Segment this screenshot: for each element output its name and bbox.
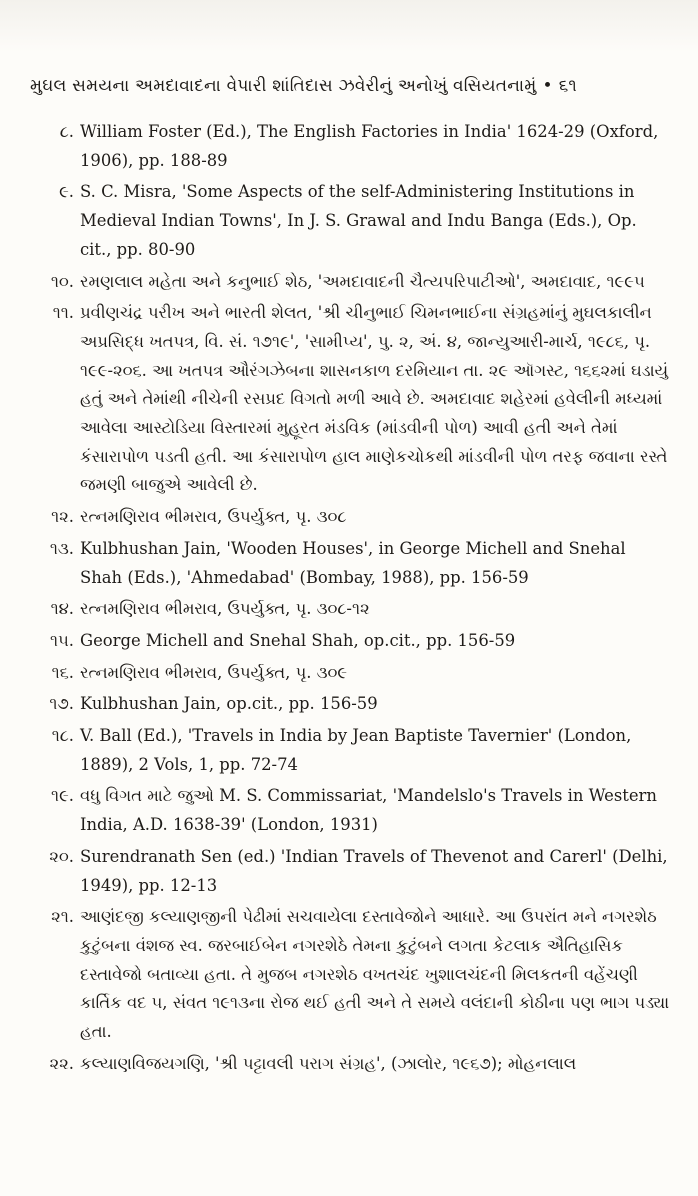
endnote-text: S. C. Misra, 'Some Aspects of the self-Administering Institutions in Medieval Indian Towns', In J. S. Grawal and Indu Banga (Eds.), Op. cit., pp. 80-90 (80, 182, 637, 259)
endnote-number: ૧૪. (50, 599, 74, 619)
running-header (30, 74, 670, 98)
endnote-16 (26, 659, 670, 688)
endnote-20 (26, 843, 670, 900)
endnote-13 (26, 535, 670, 592)
endnote-8 (26, 118, 670, 175)
endnote-17 (26, 690, 670, 719)
endnote-text: રમણલાલ મહેતા અને કનુભાઈ શેઠ, 'અમદાવાદની ચૈત્યપરિપાટીઓ', અમદાવાદ, ૧૯૯૫ (80, 271, 645, 291)
endnote-number: ૧૯. (51, 786, 74, 806)
endnote-text: George Michell and Snehal Shah, op.cit., pp. 156-59 (80, 630, 516, 650)
endnote-text: વધુ વિગત માટે જુઓ M. S. Commissariat, 'Mandelslo's Travels in Western India, A.D. 1638-39' (London, 1931) (80, 786, 657, 835)
endnote-text: રત્નમણિરાવ ભીમરાવ, ઉપર્યુક્ત, પૃ. ૩૦૮ (80, 507, 347, 527)
endnote-number: ૮. (59, 122, 74, 141)
endnote-number: ૧૩. (49, 538, 74, 558)
endnote-text: Surendranath Sen (ed.) 'Indian Travels of Thevenot and Carerl' (Delhi, 1949), pp. 12-13 (80, 846, 668, 895)
endnote-number: ૯. (59, 182, 74, 202)
endnote-text: Kulbhushan Jain, op.cit., pp. 156-59 (80, 694, 378, 714)
endnote-text: રત્નમણિરાવ ભીમરાવ, ઉપર્યુક્ત, પૃ. ૩૦૯ (80, 662, 348, 682)
endnote-12 (26, 503, 670, 532)
endnote-text: કલ્યાણવિજયગણિ, 'શ્રી પટ્ટાવલી પરાગ સંગ્રહ', (ઝાલોર, ૧૯૬૭); મોહનલાલ (80, 1053, 577, 1073)
endnote-text: પ્રવીણચંદ્ર પરીખ અને ભારતી શેલત, 'શ્રી ચીનુભાઈ ચિમનભાઈના સંગ્રહમાંનું મુઘલકાલીન અપ્રસિદ્ધ ખતપત્ર, વિ. સં. ૧૭૧૯', 'સામીપ્ય', પુ. ૨, અં. ૪, જાન્યુઆરી-માર્ચ, ૧૯૮૬, પૃ. ૧૯૯-૨૦૬. આ ખતપત્ર ઔરંગઝેબના શાસનકાળ દરમિયાન તા. ૨૯ ઑગસ્ટ, ૧૬૬૨માં ઘડાયું હતું અને તેમાંથી નીચેની રસપ્રદ વિગતો મળી આવે છે. અમદાવાદ શહેરમાં હવેલીની મધ્યમાં આવેલા આસ્ટોડિયા વિસ્તારમાં મુહૂરત મંડવિક (માંડવીની પોળ) આવી હતી અને તેમાં કંસારાપોળ પડતી હતી. આ કંસારાપોળ હાલ માણેકચોકથી માંડવીની પોળ તરફ જવાના રસ્તે જમણી બાજુએ આવેલી છે. (80, 303, 669, 495)
page-top-edge (0, 0, 698, 52)
endnote-number: ૨૨. (49, 1053, 74, 1073)
endnote-number: ૧૭. (49, 694, 74, 714)
endnote-number: ૨૧. (51, 907, 74, 927)
endnote-text: આણંદજી કલ્યાણજીની પેઢીમાં સચવાયેલા દસ્તાવેજોને આધારે. આ ઉપરાંત મને નગરશેઠ કુટુંબના વંશજ સ્વ. જરબાઈબેન નગરશેઠે તેમના કુટુંબને લગતા કેટલાક ઐતિહાસિક દસ્તાવેજો બતાવ્યા હતા. તે મુજબ નગરશેઠ વખતચંદ ખુશાલચંદની મિલકતની વહેંચણી કાર્તિક વદ ૫, સંવત ૧૯૧૩ના રોજ થઈ હતી અને તે સમયે વલંદાની કોઠીના પણ ભાગ પડ્યા હતા. (80, 907, 670, 1042)
endnote-number: ૨૦. (49, 846, 74, 866)
header-title: મુઘલ સમયના અમદાવાદના વેપારી શાંતિદાસ ઝવેરીનું અનોખું વસિયતનામું (30, 76, 537, 96)
endnote-22 (26, 1050, 670, 1079)
endnote-number: ૧૨. (51, 507, 74, 527)
endnote-number: ૧૦. (50, 271, 74, 291)
endnote-9 (26, 178, 670, 264)
endnote-11 (26, 299, 670, 500)
endnote-number: ૧૫. (49, 630, 74, 650)
endnote-19 (26, 782, 670, 839)
endnotes-list (26, 118, 670, 1082)
endnote-21 (26, 903, 670, 1047)
endnote-text: Kulbhushan Jain, 'Wooden Houses', in George Michell and Snehal Shah (Eds.), 'Ahmedabad' (Bombay, 1988), pp. 156-59 (80, 538, 626, 587)
endnote-18 (26, 722, 670, 779)
page-number: ૬૧ (558, 76, 577, 96)
endnote-text: રત્નમણિરાવ ભીમરાવ, ઉપર્યુક્ત, પૃ. ૩૦૮-૧૨ (80, 599, 370, 619)
endnote-number: ૧૮. (51, 726, 74, 746)
endnote-14 (26, 595, 670, 624)
endnote-number: ૧૬. (51, 662, 74, 682)
endnote-text: William Foster (Ed.), The English Factories in India' 1624-29 (Oxford, 1906), pp. 188-89 (80, 122, 659, 170)
header-bullet: • (542, 76, 553, 96)
endnote-10 (26, 268, 670, 297)
endnote-15 (26, 627, 670, 656)
endnote-text: V. Ball (Ed.), 'Travels in India by Jean Baptiste Tavernier' (London, 1889), 2 Vols, 1, pp. 72-74 (80, 726, 632, 774)
endnote-number: ૧૧. (52, 303, 74, 323)
